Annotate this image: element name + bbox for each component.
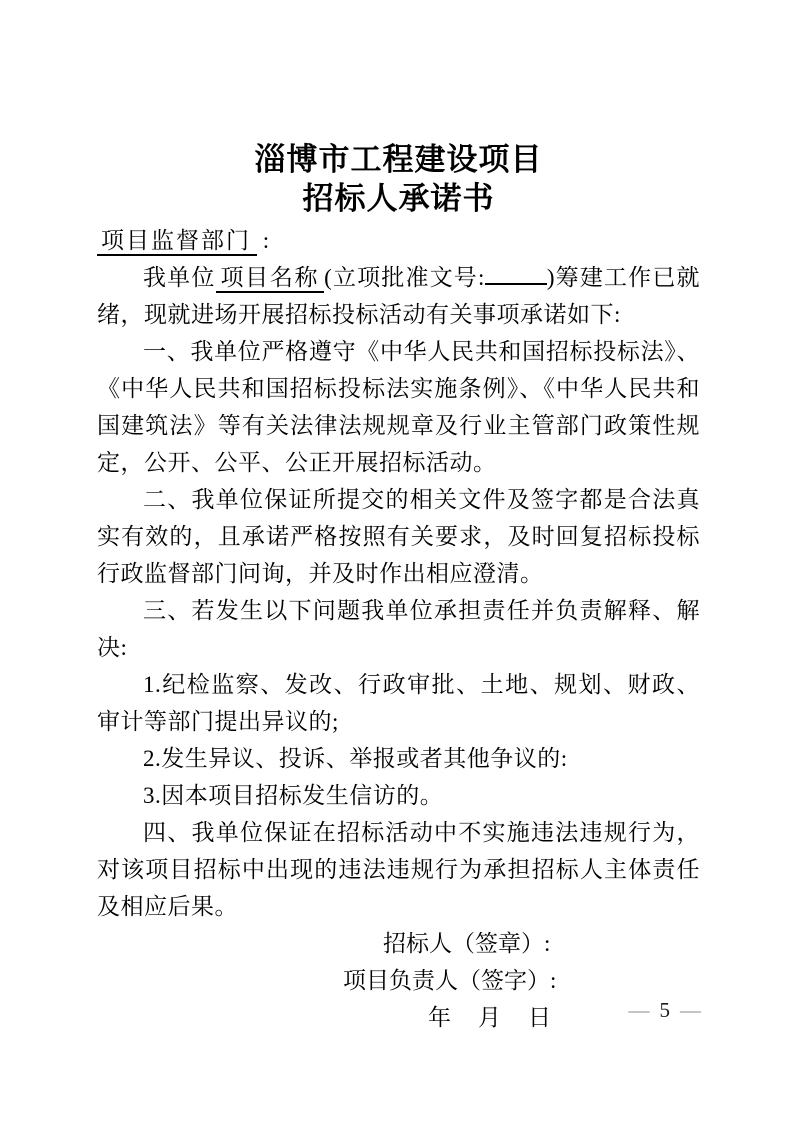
paragraph-clause-2: 二、我单位保证所提交的相关文件及签字都是合法真实有效的，且承诺严格按照有关要求，及时回复招标投标行政监督部门问询，并及时作出相应澄清。	[97, 487, 700, 586]
supervisor-colon: :	[257, 228, 270, 253]
intro-paragraph	[97, 259, 700, 333]
signature-date: 年 月 日	[428, 1005, 553, 1030]
document-title	[97, 140, 700, 218]
signature-block	[97, 925, 700, 1036]
title-line-1: 淄博市工程建设项目	[254, 142, 543, 177]
paragraph-clause-1: 一、我单位严格遵守《中华人民共和国招标投标法》、《中华人民共和国招标投标法实施条例》、《中华人民共和国建筑法》等有关法律法规规章及行业主管部门政策性规定，公开、公平、公正开展招标活动。	[97, 339, 700, 475]
paragraph-clause-3: 三、若发生以下问题我单位承担责任并负责解释、解决:	[97, 598, 700, 660]
list-item-3: 3.因本项目招标发生信访的。	[143, 783, 444, 808]
list-item-1: 1.纪检监察、发改、行政审批、土地、规划、财政、审计等部门提出异议的;	[97, 672, 700, 734]
intro-suffix: )筹建工作已就绪，现就进场开展招标投标活动有关事项承诺如下:	[97, 265, 700, 327]
page-number-dash-left: —	[628, 998, 650, 1022]
signature-bidder-seal: 招标人（签章）:	[383, 931, 551, 956]
supervisor-department-line	[97, 222, 700, 259]
intro-prefix: 我单位	[143, 265, 216, 290]
list-item-2: 2.发生异议、投诉、举报或者其他争议的:	[143, 746, 568, 771]
approval-number-label: (立项批准文号:	[324, 265, 485, 290]
page-number-value: 5	[659, 998, 670, 1022]
title-line-2: 招标人承诺书	[302, 181, 495, 216]
page-number	[629, 998, 702, 1022]
approval-number-blank	[485, 261, 547, 285]
signature-project-manager: 项目负责人（签字）:	[343, 968, 557, 993]
paragraph-clause-4: 四、我单位保证在招标活动中不实施违法违规行为，对该项目招标中出现的违法违规行为承担招标人主体责任及相应后果。	[97, 820, 700, 919]
supervisor-department-label: 项目监督部门	[97, 228, 257, 256]
page-number-dash-right: —	[680, 998, 701, 1022]
project-name-blank: 项目名称	[216, 265, 325, 293]
